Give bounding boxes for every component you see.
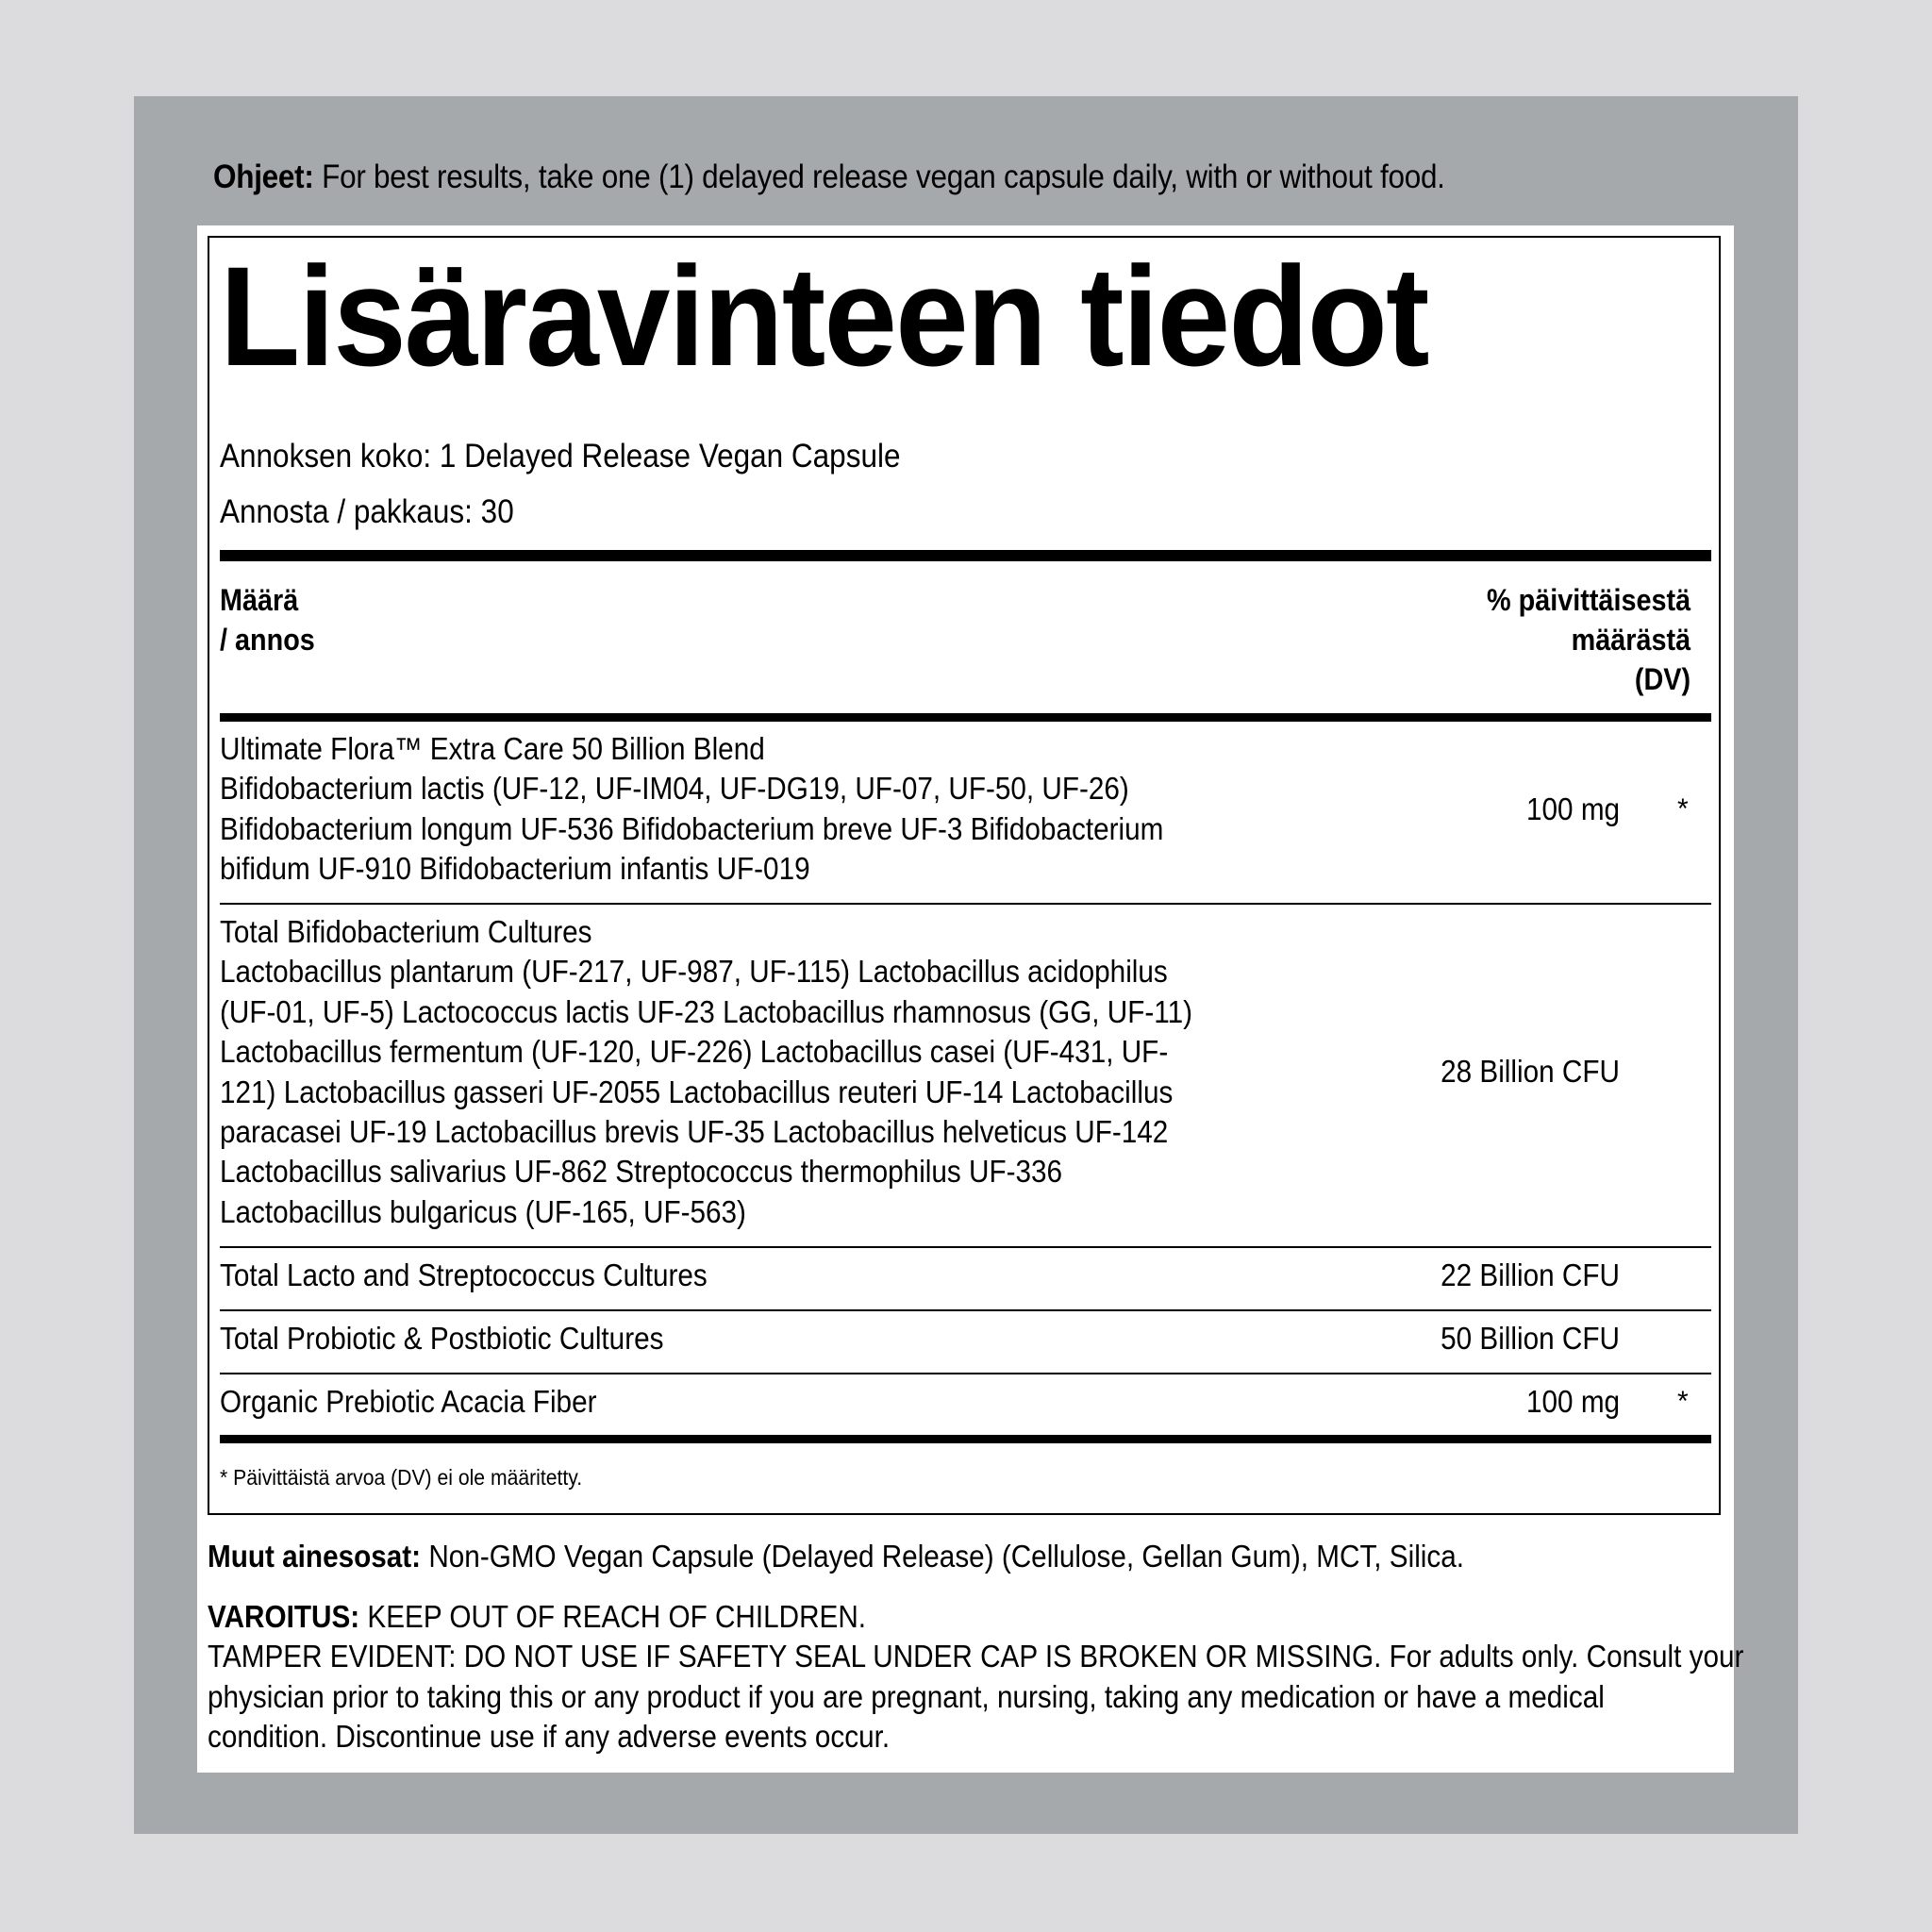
warning-line: physician prior to taking this or any product if you are pregnant, nursing, taking any medication or have a medical	[208, 1678, 1605, 1714]
nutrient-amount: 50 Billion CFU	[1441, 1321, 1620, 1356]
facts-title: Lisäravinteen tiedot	[220, 237, 1428, 395]
row-line: Organic Prebiotic Acacia Fiber	[220, 1384, 597, 1419]
row-line: bifidum UF-910 Bifidobacterium infantis UF-019	[220, 851, 810, 887]
warning-headline: KEEP OUT OF REACH OF CHILDREN.	[359, 1599, 867, 1634]
nutrient-row-description	[220, 1256, 708, 1295]
row-line: Total Bifidobacterium Cultures	[220, 914, 592, 949]
amount-per-serving-header	[220, 580, 315, 659]
row-line: (UF-01, UF-5) Lactococcus lactis UF-23 Lactobacillus rhamnosus (GG, UF-11)	[220, 993, 1193, 1029]
row-line: Bifidobacterium lactis (UF-12, UF-IM04, UF-DG19, UF-07, UF-50, UF-26)	[220, 771, 1129, 807]
row-divider	[220, 1246, 1711, 1248]
row-line: 121) Lactobacillus gasseri UF-2055 Lactobacillus reuteri UF-14 Lactobacillus	[220, 1074, 1174, 1109]
row-divider	[220, 903, 1711, 905]
daily-value-mark: *	[1677, 793, 1689, 824]
row-line: Ultimate Flora™ Extra Care 50 Billion Blend	[220, 731, 765, 766]
nutrient-row-description	[220, 912, 1192, 1232]
thick-divider	[220, 550, 1711, 561]
row-line: Bifidobacterium longum UF-536 Bifidobacterium breve UF-3 Bifidobacterium	[220, 810, 1164, 846]
row-line: Total Probiotic & Postbiotic Cultures	[220, 1321, 664, 1356]
daily-value-mark: *	[1677, 1386, 1689, 1417]
nutrient-row-description	[220, 729, 1163, 890]
row-line: Lactobacillus bulgaricus (UF-165, UF-563)	[220, 1193, 746, 1229]
nutrient-row-description	[220, 1382, 596, 1422]
other-ingredients-text: Non-GMO Vegan Capsule (Delayed Release) (Cellulose, Gellan Gum), MCT, Silica.	[421, 1539, 1465, 1574]
directions-body: For best results, take one (1) delayed release vegan capsule daily, with or without food.	[313, 158, 1445, 195]
header-right-line: (DV)	[1634, 662, 1690, 696]
other-ingredients	[208, 1537, 1464, 1576]
header-divider	[220, 713, 1711, 722]
warning-label: VAROITUS:	[208, 1599, 360, 1634]
row-line: Lactobacillus fermentum (UF-120, UF-226) Lactobacillus casei (UF-431, UF-	[220, 1034, 1169, 1070]
servings-per-container: Annosta / pakkaus: 30	[220, 493, 514, 530]
directions-label: Ohjeet:	[213, 158, 314, 195]
nutrient-amount: 100 mg	[1525, 791, 1620, 826]
warning-line: condition. Discontinue use if any adverse events occur.	[208, 1718, 891, 1754]
row-line: Lactobacillus salivarius UF-862 Streptococcus thermophilus UF-336	[220, 1154, 1063, 1190]
row-divider	[220, 1373, 1711, 1374]
nutrient-amount: 100 mg	[1525, 1384, 1620, 1419]
header-left-line: Määrä	[220, 583, 299, 617]
row-divider	[220, 1309, 1711, 1311]
warning-line: TAMPER EVIDENT: DO NOT USE IF SAFETY SEAL UNDER CAP IS BROKEN OR MISSING. For adults only. Consult your	[208, 1639, 1744, 1674]
nutrient-row-description	[220, 1319, 663, 1358]
other-ingredients-label: Muut ainesosat:	[208, 1539, 422, 1574]
row-line: Total Lacto and Streptococcus Cultures	[220, 1257, 708, 1292]
header-left-line: / annos	[220, 623, 315, 657]
row-line: Lactobacillus plantarum (UF-217, UF-987, UF-115) Lactobacillus acidophilus	[220, 954, 1168, 990]
bottom-divider	[220, 1435, 1711, 1443]
row-line: paracasei UF-19 Lactobacillus brevis UF-35 Lactobacillus helveticus UF-142	[220, 1114, 1169, 1150]
warning-block	[208, 1597, 1744, 1757]
serving-size: Annoksen koko: 1 Delayed Release Vegan Capsule	[220, 438, 901, 475]
header-right-line: % päivittäisestä	[1486, 583, 1690, 617]
header-right-line: määrästä	[1571, 623, 1690, 657]
nutrient-amount: 28 Billion CFU	[1441, 1054, 1620, 1089]
nutrient-amount: 22 Billion CFU	[1441, 1257, 1620, 1292]
directions-text	[213, 157, 1445, 198]
daily-value-header	[1487, 580, 1690, 699]
daily-value-footnote: * Päivittäistä arvoa (DV) ei ole määritetty.	[220, 1465, 583, 1490]
